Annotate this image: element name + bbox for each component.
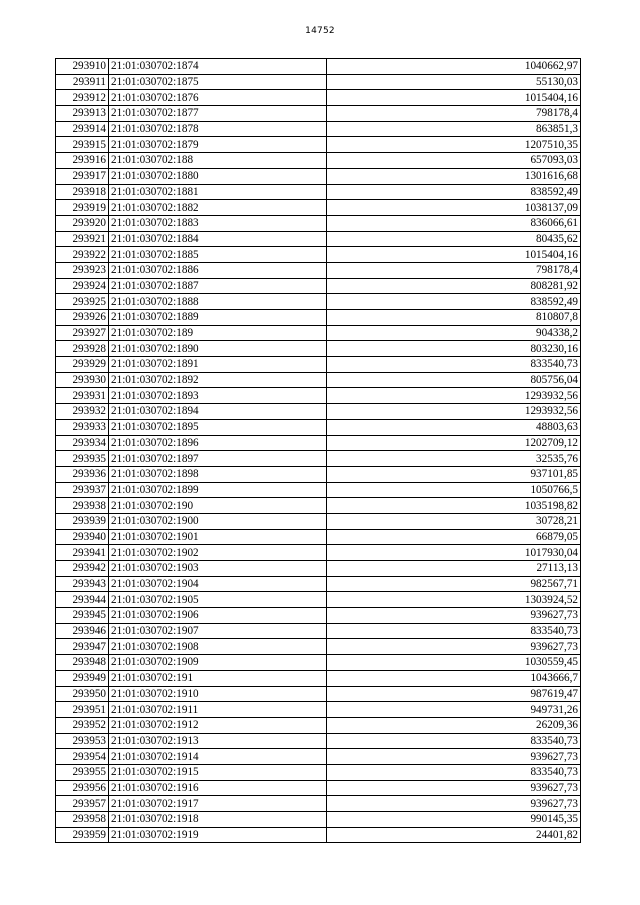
row-number-cell: 293952 (56, 717, 109, 733)
cadastral-number-cell: 21:01:030702:1880 (109, 168, 327, 184)
table-row (56, 717, 581, 733)
cadastral-number-cell: 21:01:030702:1886 (109, 262, 327, 278)
row-number-cell: 293925 (56, 294, 109, 310)
cadastral-number-cell: 21:01:030702:1916 (109, 780, 327, 796)
row-number-cell: 293947 (56, 639, 109, 655)
table-row (56, 545, 581, 561)
cadastral-number-cell: 21:01:030702:1882 (109, 200, 327, 216)
cadastral-value-cell: 937101,85 (327, 466, 581, 482)
table-row (56, 106, 581, 122)
cadastral-value-cell: 863851,3 (327, 121, 581, 137)
cadastral-number-cell: 21:01:030702:1896 (109, 435, 327, 451)
row-number-cell: 293954 (56, 749, 109, 765)
cadastral-number-cell: 21:01:030702:189 (109, 325, 327, 341)
cadastral-number-cell: 21:01:030702:1910 (109, 686, 327, 702)
cadastral-value-cell: 26209,36 (327, 717, 581, 733)
cadastral-value-cell: 30728,21 (327, 513, 581, 529)
row-number-cell: 293922 (56, 247, 109, 263)
table-row (56, 592, 581, 608)
table-row (56, 435, 581, 451)
cadastral-value-cell: 838592,49 (327, 184, 581, 200)
cadastral-value-cell: 803230,16 (327, 341, 581, 357)
table-row (56, 278, 581, 294)
cadastral-number-cell: 21:01:030702:1915 (109, 764, 327, 780)
row-number-cell: 293934 (56, 435, 109, 451)
row-number-cell: 293936 (56, 466, 109, 482)
table-row (56, 513, 581, 529)
table-row (56, 608, 581, 624)
cadastral-number-cell: 21:01:030702:1885 (109, 247, 327, 263)
cadastral-value-cell: 1043666,7 (327, 670, 581, 686)
table-row (56, 372, 581, 388)
table-row (56, 388, 581, 404)
cadastral-number-cell: 21:01:030702:1900 (109, 513, 327, 529)
cadastral-value-cell: 1293932,56 (327, 388, 581, 404)
table-row (56, 168, 581, 184)
cadastral-value-cell: 833540,73 (327, 733, 581, 749)
cadastral-number-cell: 21:01:030702:1919 (109, 827, 327, 843)
table-row (56, 404, 581, 420)
row-number-cell: 293917 (56, 168, 109, 184)
cadastral-value-cell: 949731,26 (327, 702, 581, 718)
cadastral-value-cell: 805756,04 (327, 372, 581, 388)
cadastral-number-cell: 21:01:030702:1905 (109, 592, 327, 608)
row-number-cell: 293914 (56, 121, 109, 137)
cadastral-value-cell: 836066,61 (327, 215, 581, 231)
table-row (56, 294, 581, 310)
cadastral-number-cell: 21:01:030702:1888 (109, 294, 327, 310)
table-row (56, 827, 581, 843)
row-number-cell: 293912 (56, 90, 109, 106)
row-number-cell: 293957 (56, 796, 109, 812)
cadastral-number-cell: 21:01:030702:1891 (109, 357, 327, 373)
cadastral-number-cell: 21:01:030702:1881 (109, 184, 327, 200)
cadastral-value-cell: 808281,92 (327, 278, 581, 294)
cadastral-number-cell: 21:01:030702:1912 (109, 717, 327, 733)
table-row (56, 655, 581, 671)
table-row (56, 121, 581, 137)
row-number-cell: 293945 (56, 608, 109, 624)
row-number-cell: 293941 (56, 545, 109, 561)
row-number-cell: 293948 (56, 655, 109, 671)
table-row (56, 466, 581, 482)
cadastral-number-cell: 21:01:030702:1876 (109, 90, 327, 106)
row-number-cell: 293930 (56, 372, 109, 388)
table-row (56, 59, 581, 75)
row-number-cell: 293910 (56, 59, 109, 75)
cadastral-value-cell: 48803,63 (327, 419, 581, 435)
row-number-cell: 293923 (56, 262, 109, 278)
cadastral-value-cell: 833540,73 (327, 764, 581, 780)
row-number-cell: 293939 (56, 513, 109, 529)
cadastral-value-cell: 987619,47 (327, 686, 581, 702)
table-row (56, 262, 581, 278)
row-number-cell: 293924 (56, 278, 109, 294)
page-number: 14752 (305, 26, 335, 36)
table-row (56, 702, 581, 718)
cadastral-value-cell: 55130,03 (327, 74, 581, 90)
table-row (56, 247, 581, 263)
cadastral-value-cell: 657093,03 (327, 153, 581, 169)
cadastral-value-cell: 1035198,82 (327, 498, 581, 514)
cadastral-number-cell: 21:01:030702:1874 (109, 59, 327, 75)
cadastral-number-cell: 21:01:030702:190 (109, 498, 327, 514)
cadastral-value-cell: 939627,73 (327, 749, 581, 765)
cadastral-value-cell: 904338,2 (327, 325, 581, 341)
cadastral-value-cell: 939627,73 (327, 639, 581, 655)
table-row (56, 341, 581, 357)
row-number-cell: 293920 (56, 215, 109, 231)
cadastral-value-cell: 1030559,45 (327, 655, 581, 671)
row-number-cell: 293928 (56, 341, 109, 357)
row-number-cell: 293938 (56, 498, 109, 514)
cadastral-number-cell: 21:01:030702:1893 (109, 388, 327, 404)
table-row (56, 90, 581, 106)
cadastral-value-cell: 1303924,52 (327, 592, 581, 608)
table-row (56, 451, 581, 467)
row-number-cell: 293951 (56, 702, 109, 718)
cadastral-value-cell: 66879,05 (327, 529, 581, 545)
cadastral-number-cell: 21:01:030702:1909 (109, 655, 327, 671)
cadastral-number-cell: 21:01:030702:1897 (109, 451, 327, 467)
row-number-cell: 293932 (56, 404, 109, 420)
cadastral-value-cell: 833540,73 (327, 357, 581, 373)
table-row (56, 137, 581, 153)
cadastral-value-cell: 838592,49 (327, 294, 581, 310)
row-number-cell: 293959 (56, 827, 109, 843)
cadastral-value-cell: 798178,4 (327, 262, 581, 278)
table-row (56, 780, 581, 796)
cadastral-number-cell: 21:01:030702:1890 (109, 341, 327, 357)
row-number-cell: 293931 (56, 388, 109, 404)
cadastral-number-cell: 21:01:030702:1918 (109, 812, 327, 828)
row-number-cell: 293921 (56, 231, 109, 247)
row-number-cell: 293911 (56, 74, 109, 90)
cadastral-number-cell: 21:01:030702:1901 (109, 529, 327, 545)
cadastral-value-table (55, 58, 581, 843)
cadastral-value-cell: 833540,73 (327, 623, 581, 639)
cadastral-value-cell: 798178,4 (327, 106, 581, 122)
cadastral-number-cell: 21:01:030702:1883 (109, 215, 327, 231)
row-number-cell: 293916 (56, 153, 109, 169)
cadastral-number-cell: 21:01:030702:1913 (109, 733, 327, 749)
row-number-cell: 293915 (56, 137, 109, 153)
cadastral-value-cell: 810807,8 (327, 310, 581, 326)
cadastral-value-cell: 1050766,5 (327, 482, 581, 498)
row-number-cell: 293950 (56, 686, 109, 702)
cadastral-number-cell: 21:01:030702:1902 (109, 545, 327, 561)
row-number-cell: 293944 (56, 592, 109, 608)
cadastral-number-cell: 21:01:030702:1877 (109, 106, 327, 122)
cadastral-number-cell: 21:01:030702:1884 (109, 231, 327, 247)
cadastral-number-cell: 21:01:030702:1875 (109, 74, 327, 90)
cadastral-value-cell: 1202709,12 (327, 435, 581, 451)
cadastral-value-cell: 1015404,16 (327, 90, 581, 106)
cadastral-value-cell: 1040662,97 (327, 59, 581, 75)
cadastral-value-cell: 27113,13 (327, 561, 581, 577)
cadastral-number-cell: 21:01:030702:1889 (109, 310, 327, 326)
table-row (56, 733, 581, 749)
row-number-cell: 293940 (56, 529, 109, 545)
table-row (56, 812, 581, 828)
cadastral-number-cell: 21:01:030702:1911 (109, 702, 327, 718)
table-row (56, 482, 581, 498)
row-number-cell: 293946 (56, 623, 109, 639)
table-row (56, 670, 581, 686)
cadastral-value-cell: 1017930,04 (327, 545, 581, 561)
table-body (56, 59, 581, 843)
table-row (56, 231, 581, 247)
table-row (56, 419, 581, 435)
table-row (56, 200, 581, 216)
cadastral-value-cell: 80435,62 (327, 231, 581, 247)
cadastral-number-cell: 21:01:030702:1899 (109, 482, 327, 498)
cadastral-number-cell: 21:01:030702:1907 (109, 623, 327, 639)
cadastral-number-cell: 21:01:030702:1908 (109, 639, 327, 655)
table-row (56, 764, 581, 780)
cadastral-number-cell: 21:01:030702:1894 (109, 404, 327, 420)
cadastral-value-cell: 1207510,35 (327, 137, 581, 153)
row-number-cell: 293955 (56, 764, 109, 780)
cadastral-value-cell: 32535,76 (327, 451, 581, 467)
cadastral-number-cell: 21:01:030702:1879 (109, 137, 327, 153)
cadastral-number-cell: 21:01:030702:188 (109, 153, 327, 169)
cadastral-value-cell: 1301616,68 (327, 168, 581, 184)
cadastral-number-cell: 21:01:030702:1914 (109, 749, 327, 765)
cadastral-number-cell: 21:01:030702:1917 (109, 796, 327, 812)
row-number-cell: 293949 (56, 670, 109, 686)
cadastral-number-cell: 21:01:030702:1903 (109, 561, 327, 577)
table-row (56, 796, 581, 812)
cadastral-value-cell: 939627,73 (327, 780, 581, 796)
row-number-cell: 293929 (56, 357, 109, 373)
table-row (56, 310, 581, 326)
row-number-cell: 293918 (56, 184, 109, 200)
cadastral-number-cell: 21:01:030702:1887 (109, 278, 327, 294)
row-number-cell: 293933 (56, 419, 109, 435)
row-number-cell: 293926 (56, 310, 109, 326)
row-number-cell: 293943 (56, 576, 109, 592)
row-number-cell: 293958 (56, 812, 109, 828)
row-number-cell: 293927 (56, 325, 109, 341)
table-row (56, 215, 581, 231)
cadastral-value-cell: 1015404,16 (327, 247, 581, 263)
table-row (56, 749, 581, 765)
row-number-cell: 293953 (56, 733, 109, 749)
cadastral-value-cell: 939627,73 (327, 608, 581, 624)
cadastral-value-cell: 990145,35 (327, 812, 581, 828)
table-row (56, 623, 581, 639)
cadastral-value-cell: 982567,71 (327, 576, 581, 592)
cadastral-number-cell: 21:01:030702:191 (109, 670, 327, 686)
table-row (56, 561, 581, 577)
row-number-cell: 293935 (56, 451, 109, 467)
cadastral-value-cell: 1293932,56 (327, 404, 581, 420)
row-number-cell: 293942 (56, 561, 109, 577)
cadastral-number-cell: 21:01:030702:1895 (109, 419, 327, 435)
cadastral-number-cell: 21:01:030702:1898 (109, 466, 327, 482)
table-row (56, 153, 581, 169)
row-number-cell: 293937 (56, 482, 109, 498)
row-number-cell: 293919 (56, 200, 109, 216)
row-number-cell: 293956 (56, 780, 109, 796)
cadastral-value-cell: 1038137,09 (327, 200, 581, 216)
cadastral-number-cell: 21:01:030702:1878 (109, 121, 327, 137)
table-row (56, 325, 581, 341)
cadastral-value-cell: 939627,73 (327, 796, 581, 812)
table-row (56, 74, 581, 90)
table-row (56, 184, 581, 200)
table-row (56, 357, 581, 373)
cadastral-number-cell: 21:01:030702:1906 (109, 608, 327, 624)
table-row (56, 529, 581, 545)
cadastral-value-cell: 24401,82 (327, 827, 581, 843)
table-row (56, 498, 581, 514)
cadastral-number-cell: 21:01:030702:1904 (109, 576, 327, 592)
row-number-cell: 293913 (56, 106, 109, 122)
table-row (56, 639, 581, 655)
table-row (56, 576, 581, 592)
table-row (56, 686, 581, 702)
cadastral-number-cell: 21:01:030702:1892 (109, 372, 327, 388)
